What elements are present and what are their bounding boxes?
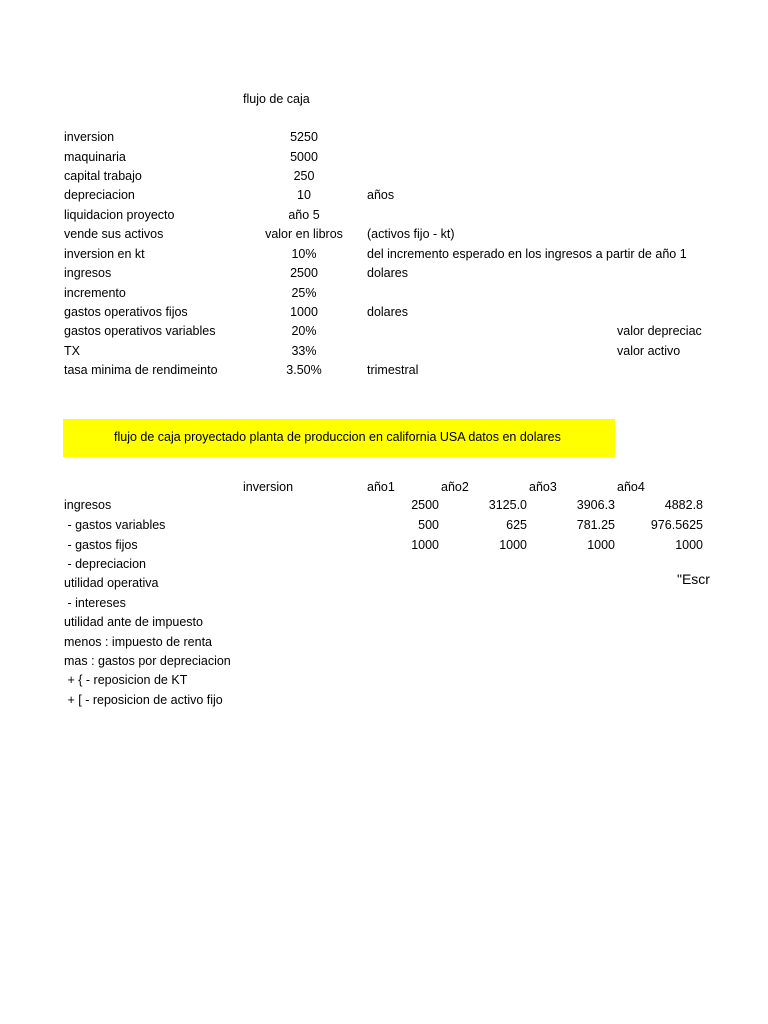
cell-year-3: 3906.3 (576, 498, 615, 512)
input-value: 20% (291, 324, 317, 338)
projection-banner (63, 419, 615, 457)
input-label: gastos operativos fijos (64, 305, 188, 319)
cell-year-4: 1000 (675, 538, 703, 552)
input-note: del incremento esperado en los ingresos a partir de año 1 (367, 247, 687, 261)
row-label: - gastos variables (64, 518, 166, 532)
input-note: dolares (367, 305, 408, 319)
input-note: (activos fijo - kt) (367, 227, 455, 241)
row-label: + { - reposicion de KT (64, 673, 188, 687)
row-label: utilidad ante de impuesto (64, 615, 203, 629)
row-label: - gastos fijos (64, 538, 138, 552)
row-label: mas : gastos por depreciacion (64, 654, 231, 668)
input-label: maquinaria (64, 150, 126, 164)
row-label: - intereses (64, 596, 126, 610)
cell-year-3: 781.25 (576, 518, 615, 532)
input-note: trimestral (367, 363, 419, 377)
input-note: dolares (367, 266, 408, 280)
cell-year-1: 1000 (411, 538, 439, 552)
input-value: 33% (291, 344, 317, 358)
cell-year-4: 4882.8 (664, 498, 703, 512)
side-note: valor activo (617, 344, 681, 358)
input-label: TX (64, 344, 80, 358)
input-label: ingresos (64, 266, 112, 280)
input-value: 10 (297, 188, 311, 202)
row-label: + [ - reposicion de activo fijo (64, 693, 223, 707)
sheet-title: flujo de caja (243, 92, 310, 106)
input-value: 25% (291, 286, 317, 300)
cell-year-2: 3125.0 (488, 498, 527, 512)
row-label: ingresos (64, 498, 112, 512)
input-label: inversion en kt (64, 247, 145, 261)
input-value: 2500 (290, 266, 318, 280)
cell-year-2: 1000 (499, 538, 527, 552)
input-label: tasa minima de rendimeinto (64, 363, 218, 377)
input-value: 10% (291, 247, 317, 261)
input-value: 5250 (290, 130, 318, 144)
input-value: 3.50% (286, 363, 322, 377)
input-label: incremento (64, 286, 126, 300)
input-note: años (367, 188, 395, 202)
input-value: año 5 (288, 208, 320, 222)
input-value: valor en libros (265, 227, 343, 241)
input-value: 5000 (290, 150, 318, 164)
row-label: menos : impuesto de renta (64, 635, 212, 649)
cell-year-3: 1000 (587, 538, 615, 552)
input-label: liquidacion proyecto (64, 208, 175, 222)
banner-title: flujo de caja proyectado planta de produccion en california USA datos en dolares (114, 430, 561, 444)
input-value: 1000 (290, 305, 318, 319)
input-value: 250 (293, 169, 315, 183)
input-label: capital trabajo (64, 169, 142, 183)
cell-year-1: 2500 (411, 498, 439, 512)
row-label: utilidad operativa (64, 576, 159, 590)
header-year-4: año4 (617, 480, 645, 494)
input-label: gastos operativos variables (64, 324, 216, 338)
row-label: - depreciacion (64, 557, 146, 571)
cell-year-4: 976.5625 (650, 518, 703, 532)
overflow-cell-text: "Escr (677, 571, 710, 587)
cell-year-1: 500 (418, 518, 439, 532)
header-year-2: año2 (441, 480, 469, 494)
input-label: vende sus activos (64, 227, 164, 241)
header-year-1: año1 (367, 480, 395, 494)
input-label: depreciacion (64, 188, 135, 202)
header-year-3: año3 (529, 480, 557, 494)
side-note: valor depreciac (617, 324, 702, 338)
input-label: inversion (64, 130, 115, 144)
cell-year-2: 625 (506, 518, 527, 532)
header-inversion: inversion (243, 480, 294, 494)
